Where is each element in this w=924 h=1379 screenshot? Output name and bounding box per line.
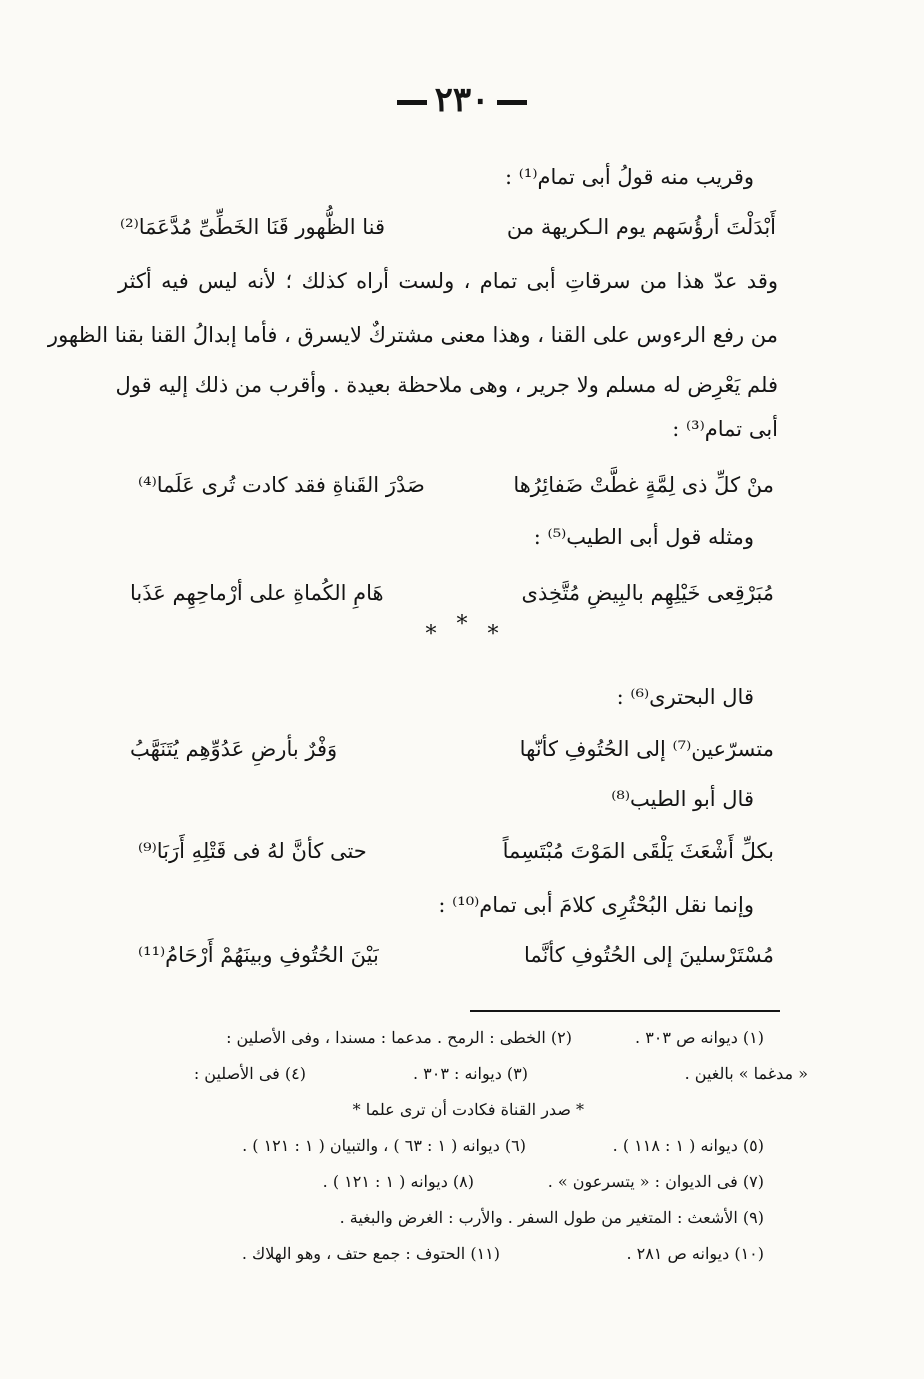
verse1-second-hemistich: قنا الظُّهور قَنَا الخَطِّىِّ مُدَّعَمَا⁽²⁾ [120, 215, 385, 239]
footnote-7: (٧) فى الديوان : « يتسرعون » . [547, 1172, 764, 1191]
footnote-10: (١٠) ديوانه ص ٢٨١ . [626, 1244, 764, 1263]
footnote-3: (٣) ديوانه : ٣٠٣ . [412, 1064, 528, 1083]
mithluhu-line: ومثله قول أبى الطيب⁽⁵⁾ : [533, 525, 754, 549]
footnote-11: (١١) الحتوف : جمع حتف ، وهو الهلاك . [241, 1244, 500, 1263]
buhturi-line: قال البحترى⁽⁶⁾ : [616, 685, 754, 709]
footnote-separator [470, 1010, 780, 1012]
naql-line: وإنما نقل البُحْتُرِى كلامَ أبى تمام⁽¹⁰⁾ : [438, 893, 754, 917]
separator-star: * [487, 622, 499, 647]
verse3-second-hemistich: هَامِ الكُماةِ على أرْماحِهِم عَذَبا [130, 581, 384, 605]
footnote-2-continued: « مدغما » بالغين . [684, 1064, 808, 1083]
footnote-4: (٤) فى الأصلين : [193, 1064, 306, 1083]
intro-line: وقريب منه قولُ أبى تمام⁽¹⁾ : [505, 165, 754, 189]
footnote-6: (٦) ديوانه ( ١ : ٦٣ ) ، والتبيان ( ١ : ١٢١ ) . [242, 1136, 526, 1155]
footnote-4-verse: * صدر القناة فكادت أن ترى علما * [352, 1100, 584, 1119]
verse2-second-hemistich: صَدْرَ القَناةِ فقد كادت تُرى عَلَما⁽⁴⁾ [138, 473, 425, 497]
paragraph1-line2: من رفع الرءوس على القنا ، وهذا معنى مشتركٌ لايسرق ، فأما إبدالُ القنا بقنا الظهور [47, 323, 778, 347]
verse4-first-hemistich: متسرّعين⁽⁷⁾ إلى الحُتُوفِ كأنّها [519, 737, 774, 761]
footnote-5: (٥) ديوانه ( ١ : ١١٨ ) . [612, 1136, 764, 1155]
footnote-9: (٩) الأشعث : المتغير من طول السفر . والأرب : الغرض والبغية . [339, 1208, 764, 1227]
page-number-dash-right [497, 100, 527, 105]
paragraph1-line1: وقد عدّ هذا من سرقاتِ أبى تمام ، ولست أراه كذلك ؛ لأنه ليس فيه أكثر [118, 269, 778, 293]
verse3-first-hemistich: مُبَرْقِعى خَيْلِهِم بالبِيضِ مُتَّخِذى [521, 581, 774, 605]
separator-star: * [456, 612, 468, 637]
verse1-first-hemistich: أَبْدَلْتَ أرؤُسَهم يوم الـكريهة من [506, 215, 776, 239]
verse2-first-hemistich: منْ كلِّ ذى لِمَّةٍ غطَّتْ ضَفائِرُها [513, 473, 774, 497]
footnote-2: (٢) الخطى : الرمح . مدعما : مسندا ، وفى الأصلين : [226, 1028, 572, 1047]
page-number [0, 80, 924, 120]
verse5-first-hemistich: بكلِّ أَشْعَثَ يَلْقَى المَوْتَ مُبْتَسِماً [502, 839, 774, 863]
page-number-text: ٢٣٠ [434, 80, 490, 120]
abutayyib-line: قال أبو الطيب⁽⁸⁾ [611, 787, 754, 811]
page-number-dash-left [397, 100, 427, 105]
separator-star: * [425, 622, 437, 647]
footnote-1: (١) ديوانه ص ٣٠٣ . [635, 1028, 764, 1047]
verse6-second-hemistich: بَيْنَ الحُتُوفِ وبينَهُمْ أَرْحَامُ⁽¹¹⁾ [138, 943, 379, 967]
verse4-second-hemistich: وَفْرٌ بأرضِ عَدُوِّهِم يُتَنَهَّبُ [130, 737, 338, 761]
verse6-first-hemistich: مُسْتَرْسلينَ إلى الحُتُوفِ كأنَّما [523, 943, 774, 967]
paragraph1-line4: أبى تمام⁽³⁾ : [672, 417, 778, 441]
section-separator [0, 612, 924, 647]
paragraph1-line3: فلم يَعْرِض له مسلم ولا جرير ، وهى ملاحظة بعيدة . وأقرب من ذلك إليه قول [115, 373, 778, 397]
verse5-second-hemistich: حتى كأنَّ لهُ فى قَتْلِهِ أَرَبَا⁽⁹⁾ [138, 839, 367, 863]
footnote-8: (٨) ديوانه ( ١ : ١٢١ ) . [322, 1172, 474, 1191]
